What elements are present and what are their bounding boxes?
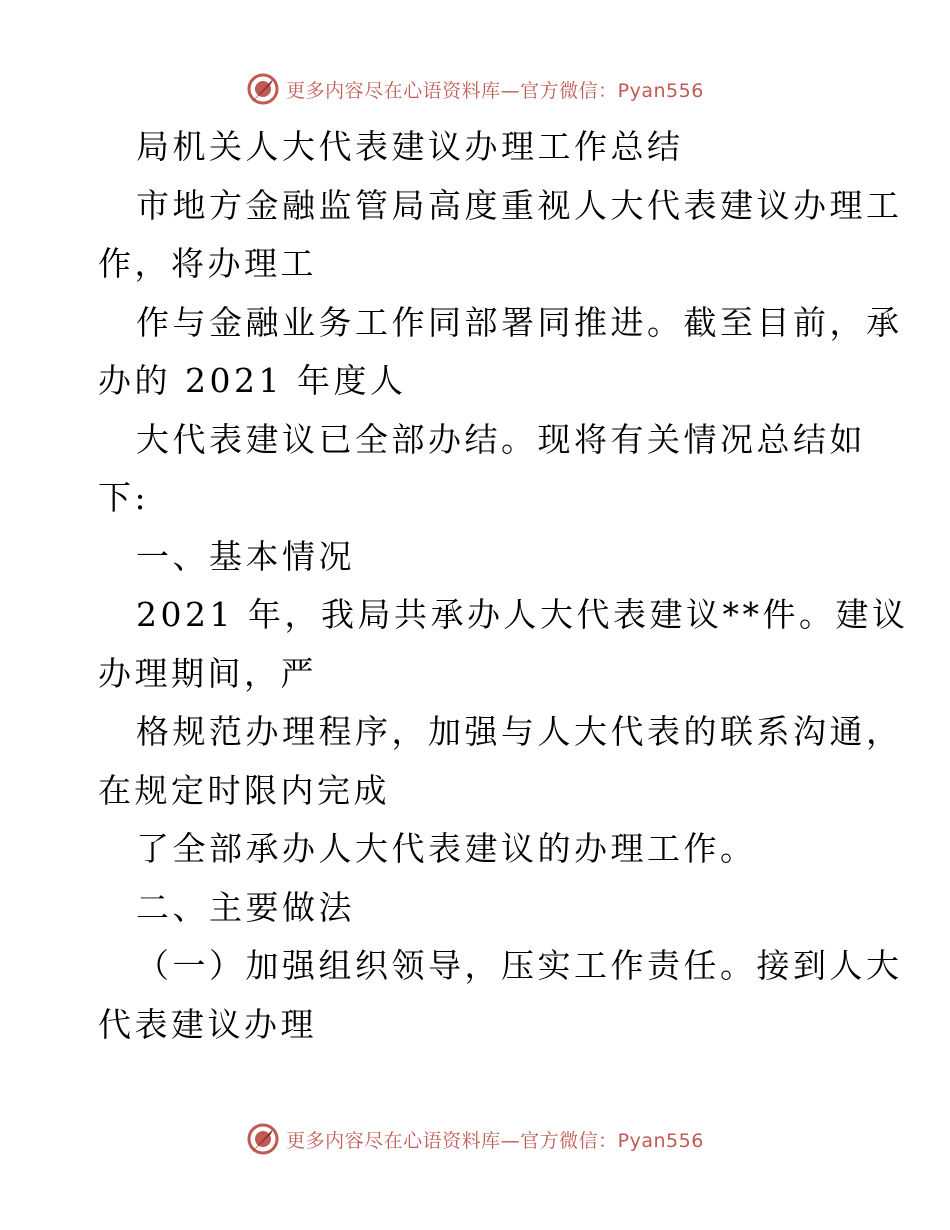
document-line: 了全部承办人大代表建议的办理工作。 [136, 829, 757, 868]
document-line: 代表建议办理 [98, 1004, 317, 1044]
document-line: 办理期间，严 [98, 653, 317, 693]
document-line: 作与金融业务工作同部署同推进。截至目前，承 [136, 302, 903, 342]
document-line: 办的 2021 年度人 [98, 361, 407, 400]
document-line: 在规定时限内完成 [98, 770, 390, 810]
quill-seal-logo-icon [246, 72, 280, 106]
header-banner-text: 更多内容尽在心语资料库—官方微信：Pyan556 [286, 79, 704, 102]
footer-banner-text: 更多内容尽在心语资料库—官方微信：Pyan556 [286, 1129, 704, 1152]
document-line: 作，将办理工 [98, 244, 317, 283]
header-banner [0, 72, 950, 106]
document-line: （一）加强组织领导，压实工作责任。接到人大 [136, 946, 903, 985]
footer-banner [0, 1122, 950, 1156]
document-body [98, 118, 909, 1054]
document-line: 格规范办理程序，加强与人大代表的联系沟通， [136, 712, 903, 751]
document-line: 2021 年，我局共承办人大代表建议**件。建议 [136, 595, 909, 634]
document-line: 局机关人大代表建议办理工作总结 [136, 127, 684, 166]
document-line: 下: [98, 478, 150, 517]
document-line: 大代表建议已全部办结。现将有关情况总结如 [136, 419, 866, 459]
document-line: 市地方金融监管局高度重视人大代表建议办理工 [136, 185, 903, 225]
document-line: 二、主要做法 [136, 887, 355, 927]
document-line: 一、基本情况 [136, 536, 355, 576]
quill-seal-logo-icon [246, 1122, 280, 1156]
